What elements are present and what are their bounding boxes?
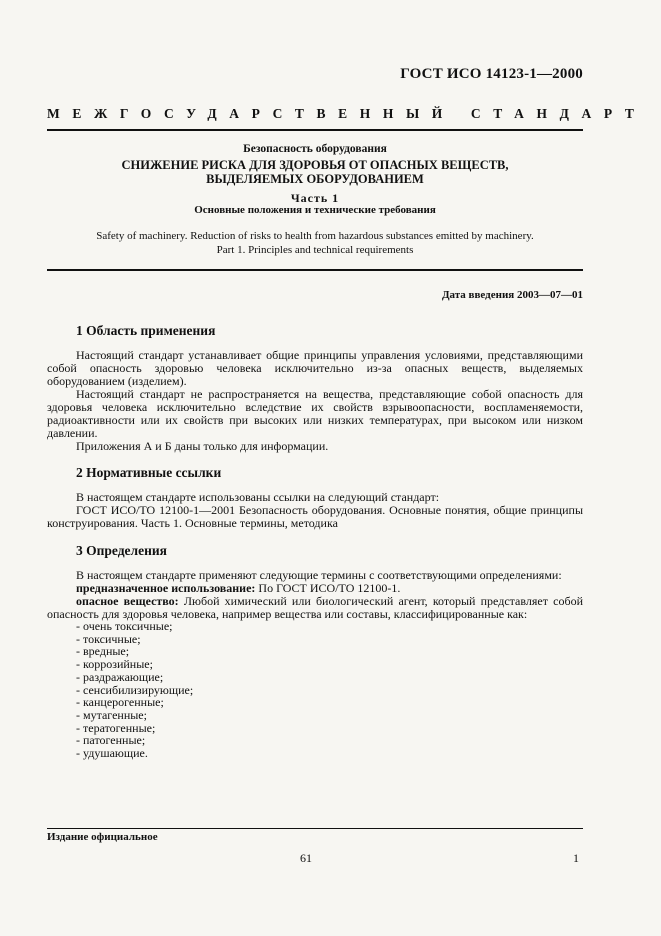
- list-item: - коррозийные;: [76, 658, 193, 671]
- list-item: - патогенные;: [76, 734, 193, 747]
- list-item: - тератогенные;: [76, 722, 193, 735]
- list-item: - удушающие.: [76, 747, 193, 760]
- term-definition: Любой химический или биологический агент, который представляет собой опасность для здоровья человека, например вещества или составы, классифицированные как:: [47, 594, 583, 621]
- sheet-number: 1: [573, 851, 579, 865]
- title-line-2: ВЫДЕЛЯЕМЫХ ОБОРУДОВАНИЕМ: [206, 172, 424, 186]
- term-label: опасное вещество:: [76, 594, 179, 608]
- english-title: [47, 229, 583, 257]
- section-1-paragraph: Настоящий стандарт не распространяется на вещества, представляющие собой опасность для здоровья человека исключительно вследствие их свойств взрывоопасности, воспламеняемости, радиоактивности или их свойств при высоких или низких температурах, при высоком или низком давлении.: [47, 387, 583, 440]
- list-item: - сенсибилизирующие;: [76, 684, 193, 697]
- document-title: [47, 158, 583, 186]
- title-rule: [47, 269, 583, 271]
- footer-rule: [47, 828, 583, 829]
- term-label: предназначенное использование:: [76, 581, 256, 595]
- list-item: - очень токсичные;: [76, 620, 193, 633]
- substance-classes-list: [76, 620, 193, 760]
- list-item: - токсичные;: [76, 633, 193, 646]
- list-item: - канцерогенные;: [76, 696, 193, 709]
- term-definition: По ГОСТ ИСО/ТО 12100-1.: [255, 581, 401, 595]
- title-line-1: СНИЖЕНИЕ РИСКА ДЛЯ ЗДОРОВЬЯ ОТ ОПАСНЫХ ВЕЩЕСТВ,: [121, 158, 509, 172]
- section-3-heading: 3 Определения: [76, 543, 167, 558]
- interstate-standard-banner: МЕЖГОСУДАРСТВЕННЫЙ СТАНДАРТ: [47, 106, 647, 121]
- list-item: - мутагенные;: [76, 709, 193, 722]
- title-part-subtitle: Основные положения и технические требования: [194, 204, 436, 216]
- section-1-paragraph: Настоящий стандарт устанавливает общие принципы управления условиями, представляющими собой опасность здоровью человека исключительно из-за опасных веществ, выделяемых оборудованием (изделием).: [47, 348, 583, 388]
- english-title-line-1: Safety of machinery. Reduction of risks to health from hazardous substances emitted by machinery.: [96, 230, 534, 242]
- section-1-paragraph: Приложения А и Б даны только для информации.: [76, 439, 329, 453]
- page-number: 61: [300, 851, 312, 865]
- edition-label: Издание официальное: [47, 831, 158, 843]
- section-2-paragraph: ГОСТ ИСО/ТО 12100-1—2001 Безопасность оборудования. Основные понятия, общие принципы конструирования. Часть 1. Основные термины, методика: [47, 503, 583, 530]
- section-1-heading: 1 Область применения: [76, 323, 216, 338]
- english-title-line-2: Part 1. Principles and technical requirements: [216, 244, 414, 256]
- section-2-paragraph: В настоящем стандарте использованы ссылки на следующий стандарт:: [76, 490, 440, 504]
- definition-hazardous-substance: [47, 595, 583, 621]
- section-3-paragraph: В настоящем стандарте применяют следующие термины с соответствующими определениями:: [76, 568, 562, 582]
- section-2-body: [47, 491, 583, 530]
- title-topic: Безопасность оборудования: [243, 143, 387, 155]
- title-part: Часть 1: [290, 191, 340, 205]
- document-number: ГОСТ ИСО 14123-1—2000: [400, 66, 583, 82]
- section-2-heading: 2 Нормативные ссылки: [76, 465, 222, 480]
- introduction-date: Дата введения 2003—07—01: [441, 289, 583, 301]
- section-1-body: [47, 349, 583, 453]
- list-item: - раздражающие;: [76, 671, 193, 684]
- list-item: - вредные;: [76, 645, 193, 658]
- section-3-body: [47, 569, 583, 621]
- top-rule: [47, 129, 583, 131]
